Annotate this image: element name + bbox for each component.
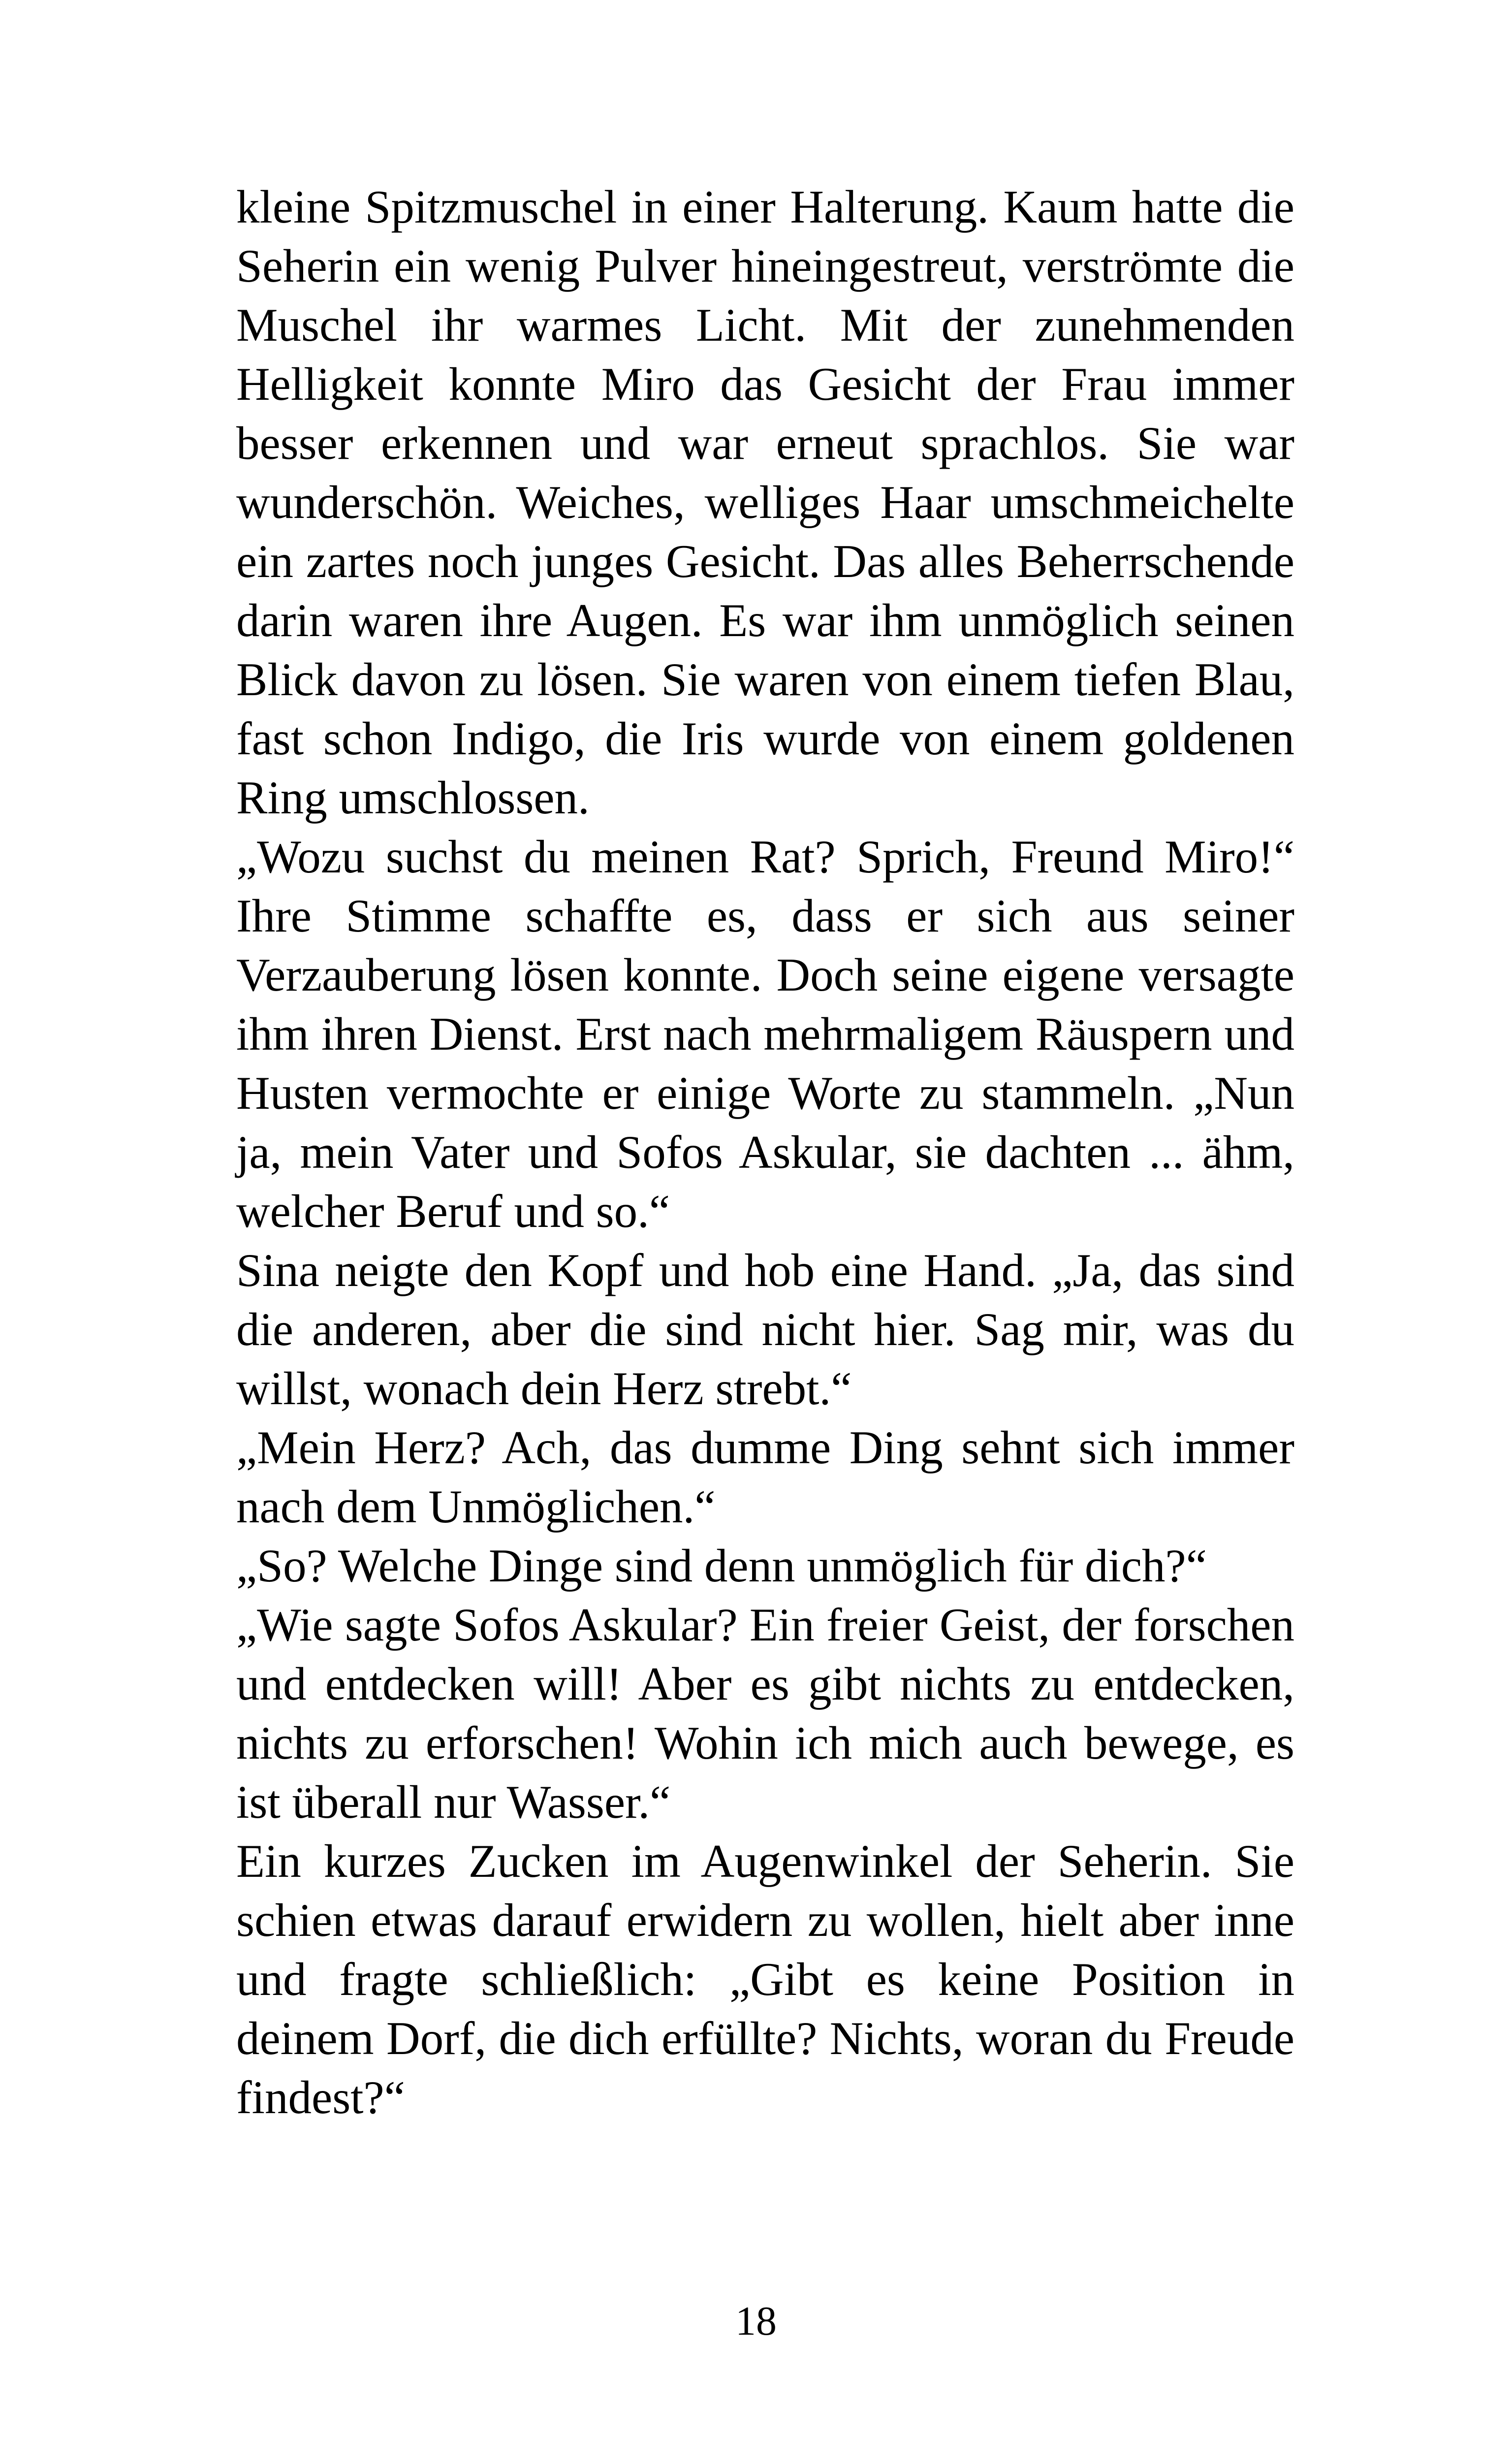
paragraph-3: Sina neigte den Kopf und hob eine Hand. „Ja, das sind die anderen, aber die sind nicht hier. Sag mir, was du willst, wonach dein Herz strebt.“ <box>236 1244 1294 1414</box>
paragraph-1: kleine Spitzmuschel in einer Halterung. Kaum hatte die Seherin ein wenig Pulver hineingestreut, verströmte die Muschel ihr warmes Licht. Mit der zunehmenden Helligkeit konnte Miro das Gesicht der Frau immer besser erkennen und war erneut sprachlos. Sie war wunderschön. Weiches, welliges Haar umschmeichelte ein zartes noch junges Gesicht. Das alles Beherrschende darin waren ihre Augen. Es war ihm unmöglich seinen Blick davon zu lösen. Sie waren von einem tiefen Blau, fast schon Indigo, die Iris wurde von einem goldenen Ring umschlossen. <box>236 181 1294 824</box>
paragraph-5: „So? Welche Dinge sind denn unmöglich für dich?“ <box>236 1540 1207 1592</box>
body-text <box>236 177 1294 2127</box>
paragraph-6: „Wie sagte Sofos Askular? Ein freier Geist, der forschen und entdecken will! Aber es gibt nichts zu entdecken, nichts zu erforschen! Wohin ich mich auch bewege, es ist überall nur Wasser.“ <box>236 1599 1294 1828</box>
paragraph-4: „Mein Herz? Ach, das dumme Ding sehnt sich immer nach dem Unmöglichen.“ <box>236 1421 1294 1533</box>
paragraph-7: Ein kurzes Zucken im Augenwinkel der Seherin. Sie schien etwas darauf erwidern zu wollen, hielt aber inne und fragte schließlich: „Gibt es keine Position in deinem Dorf, die dich erfüllte? Nichts, woran du Freude findest?“ <box>236 1835 1294 2123</box>
paragraph-2: „Wozu suchst du meinen Rat? Sprich, Freund Miro!“ Ihre Stimme schaffte es, dass er sich aus seiner Verzauberung lösen konnte. Doch seine eigene versagte ihm ihren Dienst. Erst nach mehrmaligem Räuspern und Husten vermochte er einige Worte zu stammeln. „Nun ja, mein Vater und Sofos Askular, sie dachten ... ähm, welcher Beruf und so.“ <box>236 831 1294 1237</box>
page-number: 18 <box>735 2298 777 2344</box>
